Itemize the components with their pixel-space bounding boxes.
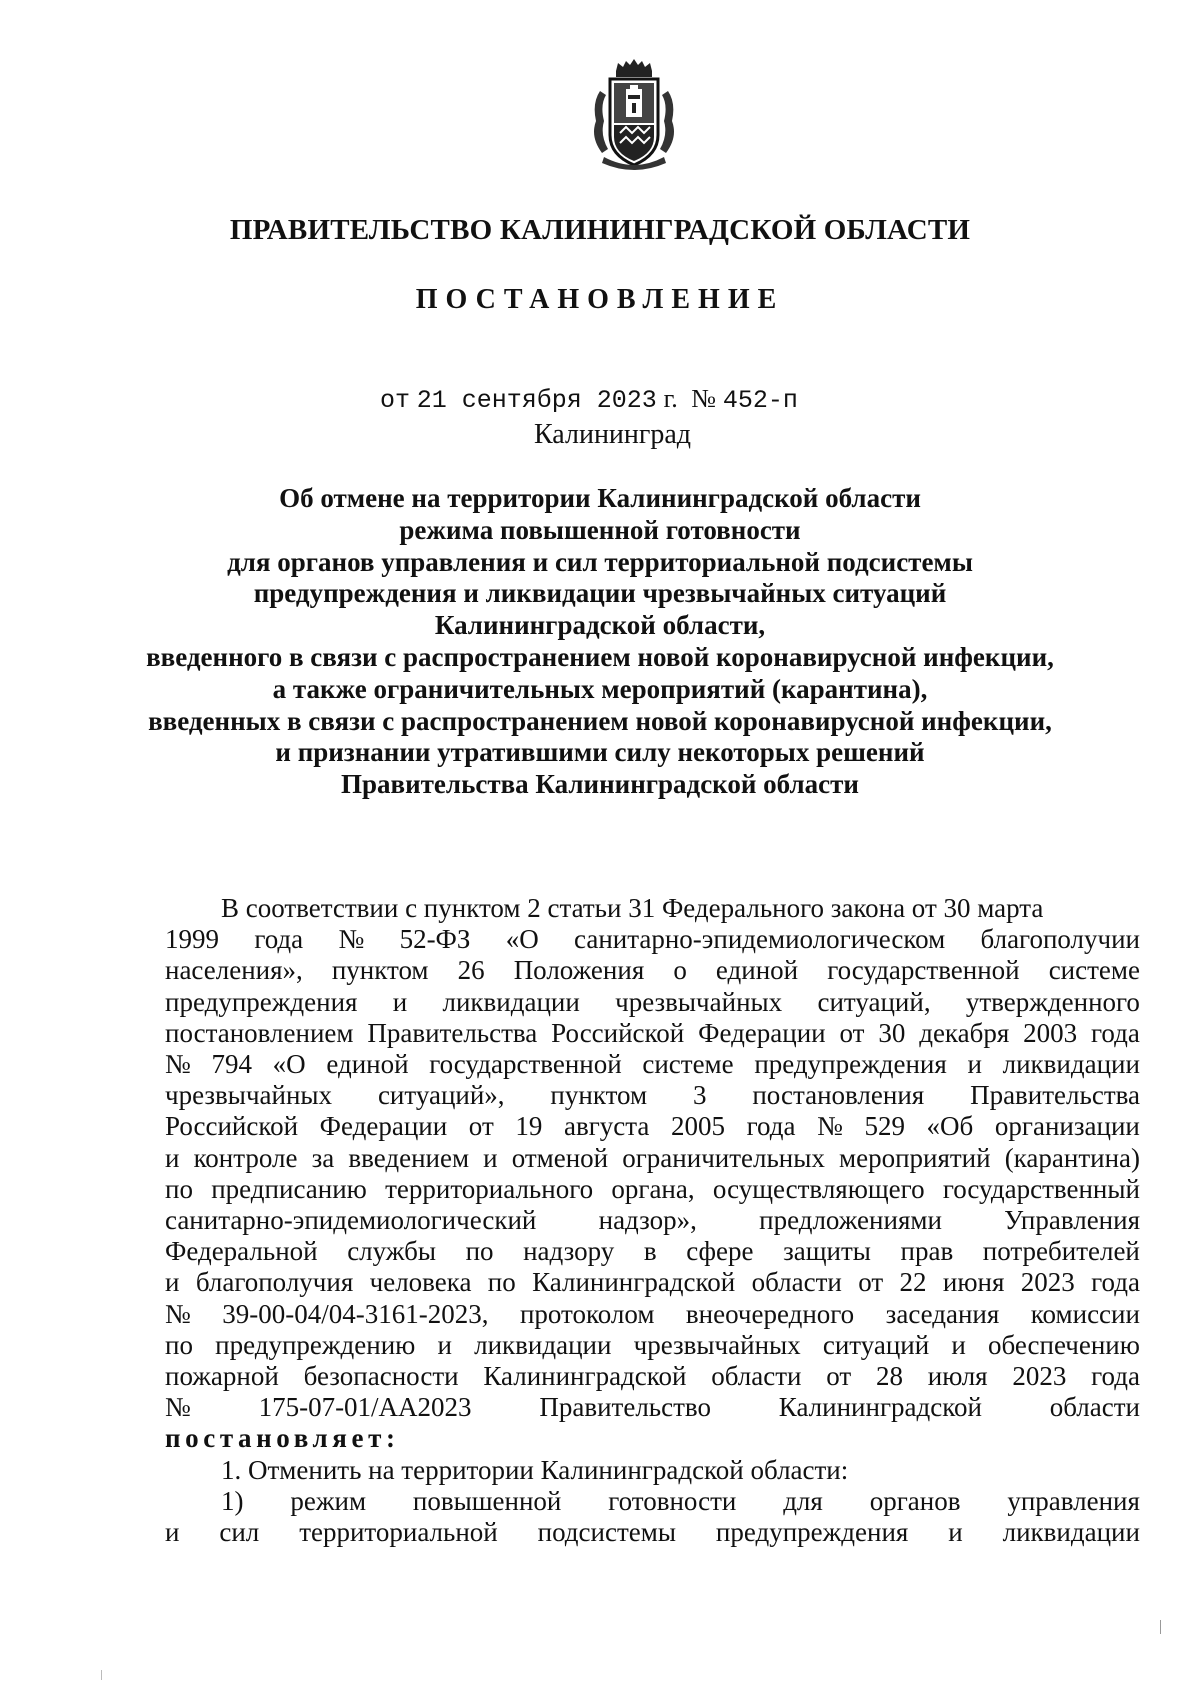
item-1-text: 1. Отменить на территории Калининградской области: bbox=[221, 1454, 849, 1485]
body-word: чрезвычайных bbox=[633, 1329, 801, 1360]
body-word: постановлением bbox=[165, 1017, 354, 1048]
body-word: 3 bbox=[692, 1080, 707, 1111]
body-word: от bbox=[839, 1017, 865, 1048]
body-word: пожарной bbox=[165, 1361, 279, 1392]
body-word: № bbox=[165, 1392, 191, 1423]
body-word: ситуаций, bbox=[817, 986, 931, 1017]
body-word: предписанию bbox=[211, 1173, 367, 1204]
body-word: потребителей bbox=[982, 1236, 1140, 1267]
body-word: июля bbox=[927, 1361, 988, 1392]
scan-mark bbox=[1160, 1620, 1161, 1634]
body-word: области bbox=[1049, 1392, 1140, 1423]
body-word: № bbox=[165, 1298, 191, 1329]
body-word: от bbox=[826, 1361, 852, 1392]
body-word: территориальной bbox=[299, 1517, 498, 1548]
body-word: санитарно-эпидемиологическом bbox=[574, 924, 946, 955]
body-word: санитарно-эпидемиологический bbox=[165, 1205, 537, 1236]
body-word: службы bbox=[347, 1236, 436, 1267]
body-word: области bbox=[751, 1267, 842, 1298]
body-line bbox=[165, 1174, 1140, 1205]
body-word: Правительства bbox=[367, 1017, 538, 1048]
subject-line: предупреждения и ликвидации чрезвычайных ситуаций bbox=[253, 578, 947, 609]
date-prefix: от bbox=[380, 386, 411, 415]
body-word: утвержденного bbox=[965, 986, 1140, 1017]
body-word: обеспечению bbox=[988, 1329, 1140, 1360]
body-word: «Об bbox=[926, 1111, 974, 1142]
body-word: Калининградской bbox=[483, 1361, 687, 1392]
body-word: и bbox=[967, 1049, 982, 1080]
body-word: чрезвычайных bbox=[165, 1080, 333, 1111]
body-word: 26 bbox=[457, 955, 485, 986]
body-word: и bbox=[948, 1517, 963, 1548]
body-word: управления bbox=[1007, 1485, 1140, 1516]
body-word: ограничительных bbox=[622, 1142, 825, 1173]
body-word: и bbox=[951, 1329, 966, 1360]
body-word: В соответствии с пунктом 2 статьи 31 Федерального закона от 30 марта bbox=[221, 893, 1044, 923]
body-line bbox=[165, 1392, 1140, 1423]
body-line bbox=[165, 1080, 1140, 1111]
body-word: протоколом bbox=[519, 1298, 655, 1329]
body-word: ликвидации bbox=[442, 986, 580, 1017]
body-word: системе bbox=[1048, 955, 1140, 986]
body-word: № bbox=[165, 1049, 191, 1080]
body-word: ситуаций», bbox=[377, 1080, 505, 1111]
body-word: года bbox=[1091, 1361, 1140, 1392]
body-word: отменой bbox=[511, 1142, 609, 1173]
body-word: надзору bbox=[523, 1236, 615, 1267]
body-line bbox=[165, 1299, 1140, 1330]
item-1-1-line bbox=[165, 1486, 1140, 1517]
body-word: режим bbox=[290, 1485, 367, 1516]
body-word: Положения bbox=[513, 955, 645, 986]
body-word: прав bbox=[900, 1236, 954, 1267]
body-word: области bbox=[711, 1361, 802, 1392]
body-word: 19 bbox=[515, 1111, 543, 1142]
number-sign: № bbox=[691, 384, 717, 413]
body-word: предупреждению bbox=[215, 1329, 416, 1360]
body-word: в bbox=[643, 1236, 657, 1267]
subject-heading bbox=[0, 483, 1200, 801]
body-word: благополучия bbox=[195, 1267, 354, 1298]
body-word: и bbox=[165, 1142, 180, 1173]
body-word: о bbox=[673, 955, 687, 986]
body-word: единой bbox=[715, 955, 799, 986]
body-word: 1999 bbox=[165, 924, 219, 955]
body-line bbox=[165, 1049, 1140, 1080]
item-1-1-continuation bbox=[165, 1517, 1140, 1548]
body-word: заседания bbox=[885, 1298, 1000, 1329]
body-word: комиссии bbox=[1030, 1298, 1140, 1329]
body-word: по bbox=[165, 1173, 193, 1204]
body-line bbox=[165, 955, 1140, 986]
subject-line: введенного в связи с распространением новой коронавирусной инфекции, bbox=[146, 641, 1054, 672]
body-word: № bbox=[817, 1111, 843, 1142]
body-word: Калининградской bbox=[778, 1392, 982, 1423]
body-word: 28 bbox=[875, 1361, 903, 1392]
body-line bbox=[165, 1111, 1140, 1142]
body-word: предупреждения bbox=[715, 1517, 909, 1548]
body-line bbox=[165, 1236, 1140, 1267]
body-word: и bbox=[165, 1267, 180, 1298]
body-word: августа bbox=[563, 1111, 650, 1142]
subject-line: введенных в связи с распространением новой коронавирусной инфекции, bbox=[148, 705, 1052, 736]
body-word: населения», bbox=[165, 955, 303, 986]
body-word: готовности bbox=[608, 1485, 737, 1516]
subject-line: и признании утратившими силу некоторых решений bbox=[275, 737, 925, 768]
body-word: государственной bbox=[827, 955, 1020, 986]
body-word: постановления bbox=[752, 1080, 925, 1111]
body-line bbox=[165, 987, 1140, 1018]
body-word: по bbox=[165, 1329, 193, 1360]
body-word: 2003 bbox=[1023, 1017, 1078, 1048]
body-word: ликвидации bbox=[1002, 1049, 1140, 1080]
body-word: введением bbox=[348, 1142, 470, 1173]
body-word: Федерации bbox=[319, 1111, 448, 1142]
body-word: Федерации bbox=[698, 1017, 826, 1048]
body-word: по bbox=[487, 1267, 516, 1298]
scan-mark bbox=[101, 1670, 102, 1680]
body-word: мероприятий bbox=[839, 1142, 991, 1173]
body-word: 794 bbox=[211, 1049, 252, 1080]
date-number-line bbox=[380, 383, 798, 415]
body-word: 1) bbox=[221, 1485, 244, 1516]
body-word: предупреждения bbox=[165, 986, 358, 1017]
body-word: Управления bbox=[1004, 1205, 1140, 1236]
body-line bbox=[165, 1267, 1140, 1298]
body-word: 30 bbox=[878, 1017, 906, 1048]
body-word: пунктом bbox=[331, 955, 429, 986]
body-word: сил bbox=[219, 1517, 260, 1548]
body-word: Российской bbox=[165, 1111, 299, 1142]
body-word: «О bbox=[505, 924, 539, 955]
body-word: сфере bbox=[686, 1236, 754, 1267]
body-word: ликвидации bbox=[1002, 1517, 1140, 1548]
resolves-word: постановляет: bbox=[165, 1423, 400, 1454]
body-word: 529 bbox=[864, 1111, 905, 1142]
body-line bbox=[165, 1143, 1140, 1174]
body-word: ситуаций bbox=[822, 1329, 930, 1360]
body-word: контроле bbox=[193, 1142, 298, 1173]
body-word: года bbox=[1091, 1267, 1140, 1298]
body-word: внеочередного bbox=[685, 1298, 855, 1329]
body-word: органа, bbox=[611, 1173, 695, 1204]
document-type-heading: ПОСТАНОВЛЕНИЕ bbox=[415, 284, 785, 315]
body-word: года bbox=[254, 924, 304, 955]
body-line bbox=[165, 1205, 1140, 1236]
preamble-paragraph bbox=[165, 893, 1140, 1423]
body-word: года bbox=[1091, 1017, 1140, 1048]
body-line bbox=[165, 1330, 1140, 1361]
body-word: для bbox=[783, 1485, 823, 1516]
body-line bbox=[165, 924, 1140, 955]
body-word: осуществляющего bbox=[712, 1173, 925, 1204]
body-word: 2023 bbox=[1020, 1267, 1075, 1298]
body-word: повышенной bbox=[412, 1485, 562, 1516]
body-line bbox=[165, 1361, 1140, 1392]
body-line bbox=[165, 893, 1140, 924]
body-word: Российской bbox=[551, 1017, 685, 1048]
body-word: системе bbox=[642, 1049, 734, 1080]
body-word: пунктом bbox=[550, 1080, 648, 1111]
subject-line: Об отмене на территории Калининградской области bbox=[279, 483, 921, 513]
body-word: июня bbox=[942, 1267, 1005, 1298]
body-text bbox=[165, 893, 1140, 1548]
body-word: единой bbox=[326, 1049, 409, 1080]
body-word: 52-ФЗ bbox=[399, 924, 471, 955]
body-word: 2023 bbox=[1012, 1361, 1067, 1392]
body-word: территориального bbox=[385, 1173, 594, 1204]
body-word: Калининградской bbox=[532, 1267, 736, 1298]
body-word: защиты bbox=[783, 1236, 871, 1267]
document-number: 452-п bbox=[722, 386, 798, 415]
body-word: органов bbox=[869, 1485, 961, 1516]
body-word: 2005 bbox=[670, 1111, 725, 1142]
body-word: организации bbox=[994, 1111, 1140, 1142]
body-line bbox=[165, 1018, 1140, 1049]
body-word: подсистемы bbox=[537, 1517, 676, 1548]
body-word: человека bbox=[369, 1267, 472, 1298]
body-word: ликвидации bbox=[474, 1329, 612, 1360]
subject-line: Правительства Калининградской области bbox=[341, 769, 859, 800]
coat-of-arms-emblem bbox=[586, 57, 682, 175]
item-1 bbox=[165, 1455, 1140, 1486]
body-word: по bbox=[465, 1236, 494, 1267]
subject-line: Калининградской области, bbox=[434, 610, 766, 641]
subject-line: режима повышенной готовности bbox=[399, 514, 801, 545]
body-word: № bbox=[338, 924, 365, 955]
body-word: Правительство bbox=[539, 1392, 711, 1423]
body-word: от bbox=[468, 1111, 494, 1142]
body-word: Правительства bbox=[970, 1080, 1140, 1111]
body-word: (карантина) bbox=[1004, 1142, 1140, 1173]
subject-line: а также ограничительных мероприятий (карантина), bbox=[272, 673, 928, 704]
body-word: Федеральной bbox=[165, 1236, 318, 1267]
body-word: за bbox=[311, 1142, 335, 1173]
body-word: и bbox=[165, 1517, 180, 1548]
body-word: от bbox=[858, 1267, 884, 1298]
body-word: безопасности bbox=[303, 1361, 459, 1392]
body-word: «О bbox=[272, 1049, 306, 1080]
body-word: 39-00-04/04-3161-2023, bbox=[222, 1298, 489, 1329]
year-suffix: г. bbox=[663, 384, 678, 413]
body-word: года bbox=[746, 1111, 796, 1142]
body-word: надзор», bbox=[598, 1205, 697, 1236]
body-word: 22 bbox=[899, 1267, 927, 1298]
government-title: ПРАВИТЕЛЬСТВО КАЛИНИНГРАДСКОЙ ОБЛАСТИ bbox=[229, 214, 971, 246]
date-value: 21 сентября 2023 bbox=[416, 386, 657, 415]
body-word: 175-07-01/АА2023 bbox=[258, 1392, 472, 1423]
body-word: и bbox=[437, 1329, 452, 1360]
body-word: предложениями bbox=[759, 1205, 942, 1236]
body-word: предупреждения bbox=[754, 1049, 947, 1080]
body-word: благополучии bbox=[980, 924, 1140, 955]
body-word: государственный bbox=[942, 1173, 1140, 1204]
city-name: Калининград bbox=[534, 419, 692, 450]
body-word: чрезвычайных bbox=[615, 986, 783, 1017]
body-word: и bbox=[392, 986, 408, 1017]
body-word: декабря bbox=[919, 1017, 1010, 1048]
body-word: и bbox=[483, 1142, 498, 1173]
resolves-line bbox=[165, 1423, 1140, 1454]
body-word: государственной bbox=[429, 1049, 622, 1080]
subject-line: для органов управления и сил территориальной подсистемы bbox=[227, 546, 973, 577]
